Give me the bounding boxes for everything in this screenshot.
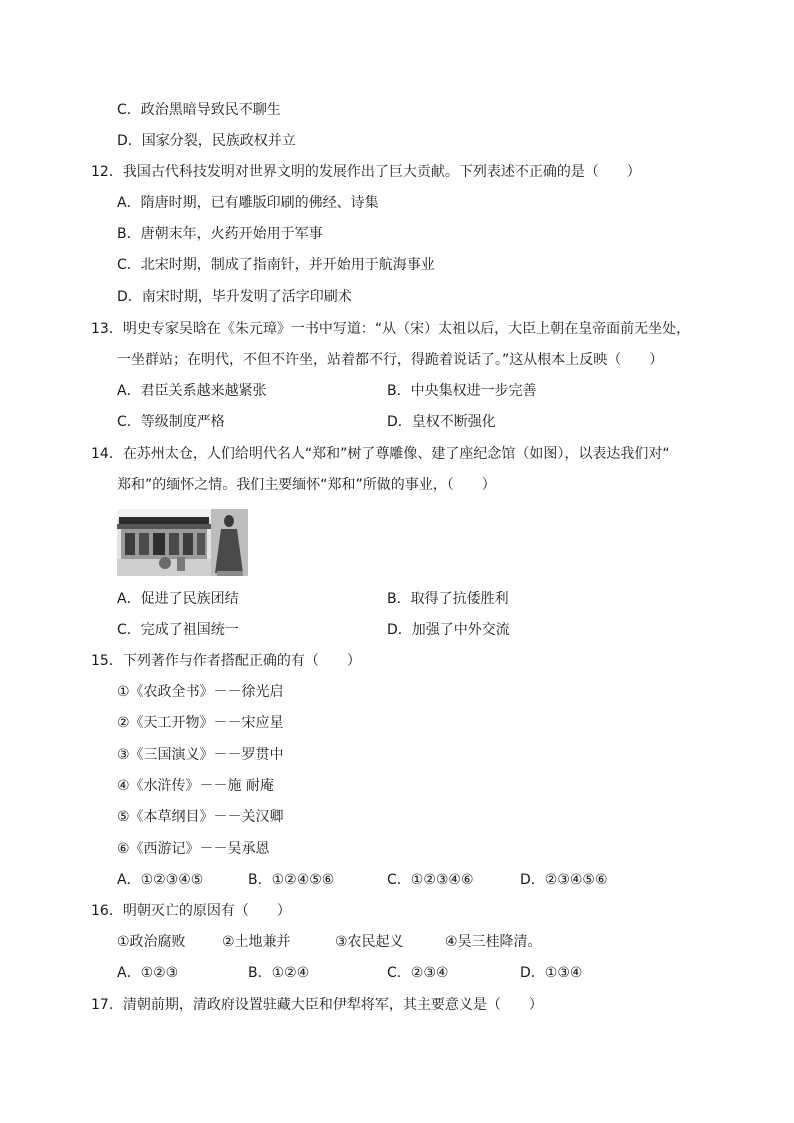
q15-option-d: D．②③④⑤⑥ [520, 872, 608, 888]
q13-option-b: B．中央集权进一步完善 [387, 383, 537, 399]
q16-cause-3: ③农民起义 [335, 934, 404, 950]
q12-option-c: C．北宋时期，制成了指南针，并开始用于航海事业 [117, 257, 435, 273]
q16-cause-1: ①政治腐败 [117, 934, 186, 950]
q15-item-4: ④《水浒传》－－施 耐庵 [117, 778, 275, 794]
q15-option-c: C．①②③④⑥ [387, 872, 474, 888]
q15-stem: 15．下列著作与作者搭配正确的有（ ） [91, 653, 361, 669]
q12-option-d: D．南宋时期，毕升发明了活字印刷术 [117, 289, 352, 305]
q15-item-6: ⑥《西游记》－－吴承恩 [117, 841, 270, 857]
q14-option-b: B．取得了抗倭胜利 [387, 591, 509, 607]
q11-option-d: D．国家分裂，民族政权并立 [117, 133, 296, 149]
q14-option-a: A．促进了民族团结 [117, 591, 239, 607]
q13-option-d: D．皇权不断强化 [387, 414, 496, 430]
memorial-photo-image [117, 509, 248, 576]
q15-option-b: B．①②④⑤⑥ [248, 872, 335, 888]
q15-item-5: ⑤《本草纲目》－－关汉卿 [117, 809, 284, 825]
q14-stem-line2: 郑和”的缅怀之情。我们主要缅怀“郑和”所做的事业，（ ） [117, 477, 496, 493]
q13-stem-line2: 一坐群站；在明代，不但不许坐，站着都不行，得跪着说话了。”这从根本上反映（ ） [117, 352, 664, 368]
q15-item-2: ②《天工开物》－－宋应星 [117, 715, 284, 731]
q12-option-a: A．隋唐时期，已有雕版印刷的佛经、诗集 [117, 195, 379, 211]
q14-option-d: D．加强了中外交流 [387, 622, 510, 638]
q12-stem: 12．我国古代科技发明对世界文明的发展作出了巨大贡献。下列表述不正确的是（ ） [91, 164, 641, 180]
q13-stem-line1: 13．明史专家吴晗在《朱元璋》一书中写道：“从（宋）太祖以后，大臣上朝在皇帝面前无坐处， [91, 321, 691, 337]
q13-option-a: A．君臣关系越来越紧张 [117, 383, 267, 399]
q16-option-b: B．①②④ [248, 965, 310, 981]
zheng-he-memorial-photo [117, 509, 248, 576]
q15-item-1: ①《农政全书》－－徐光启 [117, 684, 284, 700]
q16-option-a: A．①②③ [117, 965, 179, 981]
q11-option-c: C．政治黑暗导致民不聊生 [117, 102, 281, 118]
q15-item-3: ③《三国演义》－－罗贯中 [117, 747, 284, 763]
q13-option-c: C．等级制度严格 [117, 414, 225, 430]
q15-option-a: A．①②③④⑤ [117, 872, 204, 888]
q16-cause-2: ②土地兼并 [222, 934, 291, 950]
q14-option-c: C．完成了祖国统一 [117, 622, 239, 638]
q16-cause-4: ④吴三桂降清。 [445, 934, 542, 950]
q16-stem: 16．明朝灭亡的原因有（ ） [91, 903, 291, 919]
q14-stem-line1: 14．在苏州太仓，人们给明代名人“郑和”树了尊雕像、建了座纪念馆（如图），以表达我们对“ [91, 446, 670, 462]
q12-option-b: B．唐朝末年，火药开始用于军事 [117, 226, 323, 242]
q17-stem: 17．清朝前期，清政府设置驻藏大臣和伊犁将军，其主要意义是（ ） [91, 997, 543, 1013]
q16-option-d: D．①③④ [520, 965, 583, 981]
q16-option-c: C．②③④ [387, 965, 449, 981]
